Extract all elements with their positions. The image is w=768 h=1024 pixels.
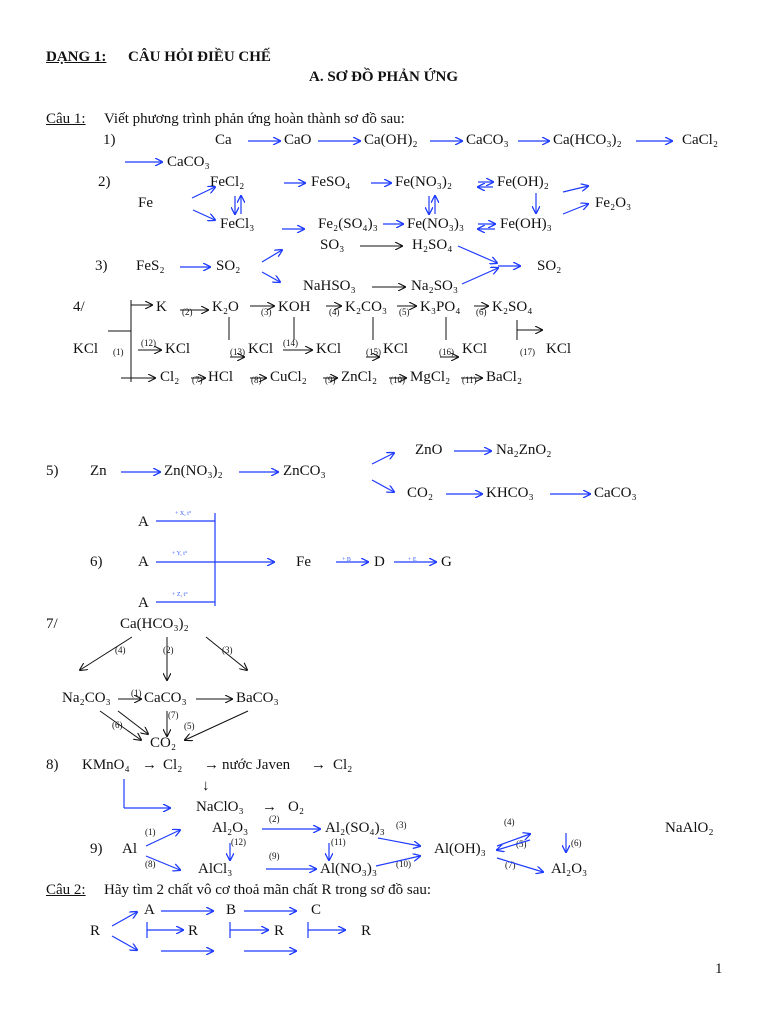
formula: Cl₂ <box>160 369 180 385</box>
formula: CO₂ <box>150 735 177 751</box>
condition-label: + E <box>408 557 417 563</box>
formula: Al(OH)₃ <box>434 841 486 857</box>
formula: Fe <box>296 554 311 570</box>
step-number: (6) <box>476 307 487 317</box>
scheme-5-number: 5) <box>46 463 59 479</box>
formula: KCl <box>383 341 409 357</box>
step-number: (4) <box>504 817 515 827</box>
step-number: (1) <box>131 688 142 698</box>
formula: Ca(HCO₃)₂ <box>120 616 189 632</box>
formula: H₂SO₄ <box>412 237 453 253</box>
formula: K₂SO₄ <box>492 299 533 315</box>
step-number: (15) <box>366 347 381 357</box>
step-number: (3) <box>396 820 407 830</box>
step-number: (6) <box>112 720 123 730</box>
page-number: 1 <box>715 961 723 977</box>
step-number: (4) <box>329 307 340 317</box>
formula: KCl <box>316 341 342 357</box>
formula: KCl <box>73 341 99 357</box>
formula: HCl <box>208 369 234 385</box>
step-number: (1) <box>113 347 124 357</box>
formula: C <box>311 902 322 918</box>
question-2-prompt: Hãy tìm 2 chất vô cơ thoả mãn chất R trong sơ đồ sau: <box>104 882 432 898</box>
step-number: (10) <box>390 375 405 385</box>
formula: Fe₂O₃ <box>595 195 632 211</box>
step-number: (6) <box>571 838 582 848</box>
arrow-symbol: → <box>204 757 219 773</box>
step-number: (5) <box>516 839 527 849</box>
formula: Fe₂(SO₄)₃ <box>318 216 378 232</box>
condition-label: + Z, t° <box>172 592 188 598</box>
condition-label: + X, t° <box>175 511 192 517</box>
step-number: (2) <box>269 814 280 824</box>
step-number: (3) <box>261 307 272 317</box>
formula: Al₂(SO₄)₃ <box>325 820 385 836</box>
step-number: (7) <box>168 710 179 720</box>
step-number: (7) <box>505 860 516 870</box>
scheme-4-number: 4/ <box>73 299 85 315</box>
step-number: (16) <box>439 347 454 357</box>
formula: MgCl₂ <box>410 369 451 385</box>
step-number: (8) <box>145 859 156 869</box>
step-number: (10) <box>396 859 411 869</box>
formula: Na₂ZnO₂ <box>496 442 552 458</box>
formula: Ca(HCO₃)₂ <box>553 132 622 148</box>
formula: KCl <box>165 341 191 357</box>
formula: Al₂O₃ <box>212 820 249 836</box>
down-arrow-symbol: ↓ <box>202 778 210 794</box>
formula: Al(NO₃)₃ <box>320 861 378 877</box>
formula: Cl₂ <box>163 757 183 773</box>
condition-label: + Y, t° <box>172 551 188 557</box>
scheme-9-number: 9) <box>90 841 103 857</box>
formula: FeCl₃ <box>220 216 255 232</box>
formula: FeS₂ <box>136 258 165 274</box>
step-number: (9) <box>269 851 280 861</box>
arrow-symbol: → <box>262 799 277 815</box>
formula: G <box>441 554 452 570</box>
condition-label: + B <box>342 557 351 563</box>
formula: K₂O <box>212 299 239 315</box>
step-number: (4) <box>115 645 126 655</box>
formula: AlCl₃ <box>198 861 233 877</box>
formula: Cl₂ <box>333 757 353 773</box>
step-number: (9) <box>325 375 336 385</box>
dang-title: CÂU HỎI ĐIỀU CHẾ <box>128 49 271 65</box>
formula: ZnCO₃ <box>283 463 326 479</box>
step-number: (8) <box>251 375 262 385</box>
formula: Fe <box>138 195 153 211</box>
formula: Fe(NO₃)₂ <box>395 174 453 190</box>
formula: SO₂ <box>537 258 562 274</box>
formula: nước Javen <box>222 757 291 773</box>
step-number: (11) <box>331 837 346 847</box>
scheme-1-number: 1) <box>103 132 116 148</box>
formula: SO₂ <box>216 258 241 274</box>
formula: Fe(OH)₂ <box>497 174 549 190</box>
step-number: (2) <box>182 307 193 317</box>
formula: Na₂CO₃ <box>62 690 111 706</box>
step-number: (17) <box>520 347 535 357</box>
reagent-a: A <box>138 554 149 570</box>
formula: D <box>374 554 385 570</box>
step-number: (7) <box>192 375 203 385</box>
formula: FeSO₄ <box>311 174 351 190</box>
formula: KOH <box>278 299 311 315</box>
step-number: (11) <box>462 375 477 385</box>
step-number: (5) <box>399 307 410 317</box>
formula: NaAlO₂ <box>665 820 714 836</box>
step-number: (12) <box>141 338 156 348</box>
formula: BaCO₃ <box>236 690 279 706</box>
scheme-7-number: 7/ <box>46 616 58 632</box>
formula: KHCO₃ <box>486 485 534 501</box>
formula: CaCO₃ <box>594 485 637 501</box>
question-1-label: Câu 1: <box>46 111 86 127</box>
formula: ZnO <box>415 442 443 458</box>
formula: R <box>361 923 372 939</box>
formula: R <box>188 923 199 939</box>
question-2-label: Câu 2: <box>46 882 86 898</box>
formula: BaCl₂ <box>486 369 523 385</box>
formula: KCl <box>248 341 274 357</box>
arrow-symbol: → <box>142 757 157 773</box>
formula: Na₂SO₃ <box>411 278 459 294</box>
step-number: (2) <box>163 645 174 655</box>
formula: SO₃ <box>320 237 345 253</box>
formula: Al <box>122 841 137 857</box>
section-title: A. SƠ ĐỒ PHẢN ỨNG <box>309 69 459 85</box>
formula: Ca <box>215 132 232 148</box>
formula: NaHSO₃ <box>303 278 356 294</box>
formula: CaO <box>284 132 312 148</box>
step-number: (12) <box>231 837 246 847</box>
formula: KCl <box>462 341 488 357</box>
formula: Fe(OH)₃ <box>500 216 552 232</box>
step-number: (14) <box>283 338 298 348</box>
formula: CuCl₂ <box>270 369 307 385</box>
formula: FeCl₂ <box>210 174 245 190</box>
formula: K <box>156 299 167 315</box>
reagent-a: A <box>138 595 149 611</box>
formula: K₂CO₃ <box>345 299 388 315</box>
formula: A <box>144 902 155 918</box>
arrow-symbol: → <box>311 757 326 773</box>
step-number: (3) <box>222 645 233 655</box>
formula: CaCO₃ <box>144 690 187 706</box>
formula: Fe(NO₃)₃ <box>407 216 465 232</box>
formula: KMnO₄ <box>82 757 130 773</box>
step-number: (5) <box>184 721 195 731</box>
formula: Ca(OH)₂ <box>364 132 418 148</box>
reagent-a: A <box>138 514 149 530</box>
formula: CO₂ <box>407 485 434 501</box>
formula: O₂ <box>288 799 305 815</box>
scheme-8-number: 8) <box>46 757 59 773</box>
question-1-prompt: Viết phương trình phản ứng hoàn thành sơ đồ sau: <box>104 111 405 127</box>
scheme-3-number: 3) <box>95 258 108 274</box>
formula: Al₂O₃ <box>551 861 588 877</box>
formula: CaCO₃ <box>167 154 210 170</box>
dang-label: DẠNG 1: <box>46 49 107 65</box>
step-number: (13) <box>230 347 245 357</box>
formula: R <box>274 923 285 939</box>
formula: NaClO₃ <box>196 799 244 815</box>
formula: B <box>226 902 237 918</box>
scheme-2-number: 2) <box>98 174 111 190</box>
formula: K₃PO₄ <box>420 299 461 315</box>
formula: ZnCl₂ <box>341 369 378 385</box>
formula: Zn(NO₃)₂ <box>164 463 223 479</box>
formula: KCl <box>546 341 572 357</box>
step-number: (1) <box>145 827 156 837</box>
formula: CaCl₂ <box>682 132 719 148</box>
formula: CaCO₃ <box>466 132 509 148</box>
formula: R <box>90 923 101 939</box>
scheme-6-number: 6) <box>90 554 103 570</box>
formula: Zn <box>90 463 107 479</box>
